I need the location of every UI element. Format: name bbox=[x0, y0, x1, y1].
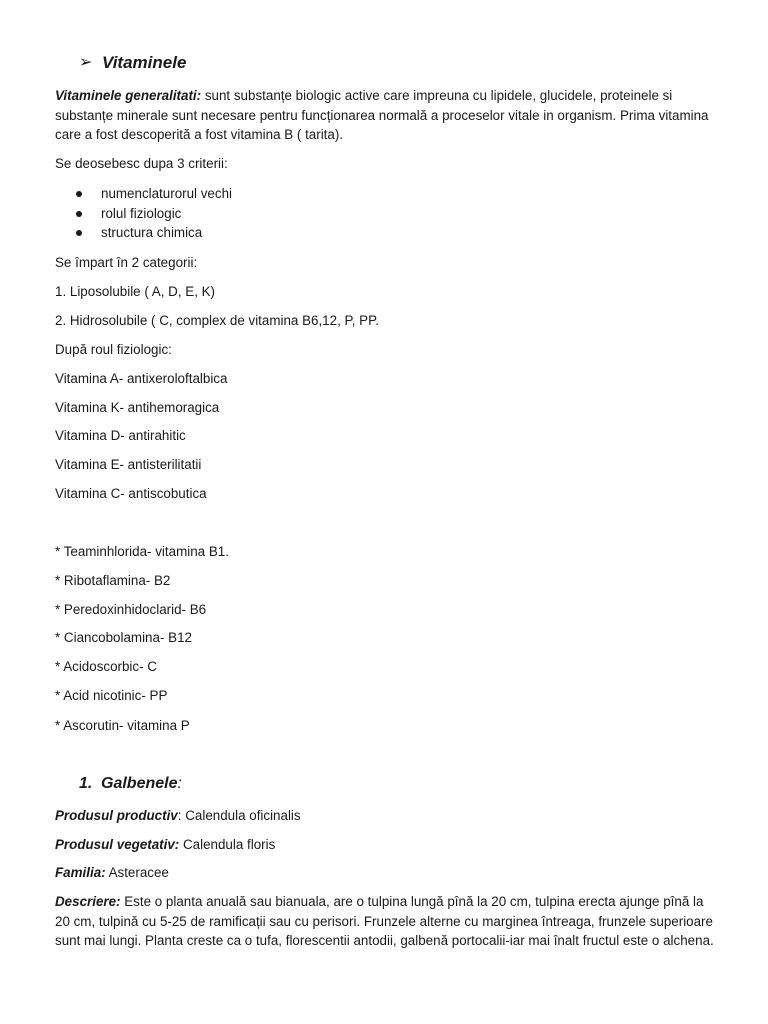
section-title bbox=[101, 773, 182, 795]
category-liposolubile: 1. Liposolubile ( A, D, E, K) bbox=[55, 284, 216, 299]
name-line: * Teaminhlorida- vitamina B1. bbox=[55, 544, 229, 559]
intro-paragraph bbox=[55, 86, 715, 145]
criteria-intro: Se deosebesc dupa 3 criterii: bbox=[55, 156, 228, 171]
role-line: Vitamina A- antixeroloftalbica bbox=[55, 371, 228, 386]
categories-intro: Se împart în 2 categorii: bbox=[55, 255, 198, 270]
list-item: structura chimica bbox=[55, 223, 715, 243]
field-value: Asteracee bbox=[105, 865, 169, 880]
field-label: Produsul vegetativ: bbox=[55, 837, 180, 852]
name-line: * Acidoscorbic- C bbox=[55, 659, 157, 674]
role-intro: După roul fiziologic: bbox=[55, 342, 172, 357]
name-line: * Ribotaflamina- B2 bbox=[55, 573, 171, 588]
arrow-bullet-icon: ➢ bbox=[79, 54, 93, 71]
field-value: Calendula oficinalis bbox=[181, 808, 301, 823]
field-label: Produsul productiv bbox=[55, 808, 178, 823]
name-line: * Ciancobolamina- B12 bbox=[55, 630, 192, 645]
field-produs-vegetativ bbox=[55, 835, 715, 855]
name-line: * Acid nicotinic- PP bbox=[55, 688, 168, 703]
list-item: numenclaturorul vechi bbox=[55, 184, 715, 204]
role-line: Vitamina C- antiscobutica bbox=[55, 486, 207, 501]
criteria-list bbox=[55, 184, 715, 243]
field-label: Familia: bbox=[55, 865, 106, 880]
field-value: Calendula floris bbox=[179, 837, 276, 852]
name-line: * Ascorutin- vitamina P bbox=[55, 718, 190, 733]
intro-text: sunt substanțe biologic active care impreuna cu lipidele, glucidele, proteinele si substanțe minerale sunt necesare pentru funcționarea normală a proceselor vitale in organism. Prima vitamina care a fost descoperită a fost vitamina B ( tarita). bbox=[55, 88, 709, 142]
category-hidrosolubile: 2. Hidrosolubile ( C, complex de vitamina B6,12, P, PP. bbox=[55, 313, 380, 328]
description-paragraph bbox=[55, 892, 715, 951]
description-text: Este o planta anuală sau bianuala, are o tulpina lungă pînă la 20 cm, tulpina erecta ajunge pînă la 20 cm, tulpină cu 5-25 de ramificații sau cu perisori. Frunzele alterne cu marginea întreaga, frunzele superioare sunt mai lungi. Planta creste ca o tufa, florescentii antodii, galbenă portocalii-iar mai înalt fructul este o alchena. bbox=[55, 894, 714, 948]
section-title-text: Galbenele bbox=[101, 775, 178, 792]
description-label: Descriere: bbox=[55, 894, 121, 909]
section-number: 1. bbox=[79, 775, 93, 792]
field-produs-productiv bbox=[55, 806, 715, 826]
field-familia bbox=[55, 863, 715, 883]
field-separator: : bbox=[177, 808, 182, 823]
role-line: Vitamina E- antisterilitatii bbox=[55, 457, 202, 472]
role-line: Vitamina D- antirahitic bbox=[55, 428, 186, 443]
list-item: rolul fiziologic bbox=[55, 204, 715, 224]
section-title: Vitaminele bbox=[102, 53, 187, 72]
role-line: Vitamina K- antihemoragica bbox=[55, 400, 220, 415]
intro-label: Vitaminele generalitati: bbox=[55, 88, 202, 103]
name-line: * Peredoxinhidoclarid- B6 bbox=[55, 602, 207, 617]
section-title-colon: : bbox=[177, 775, 182, 792]
